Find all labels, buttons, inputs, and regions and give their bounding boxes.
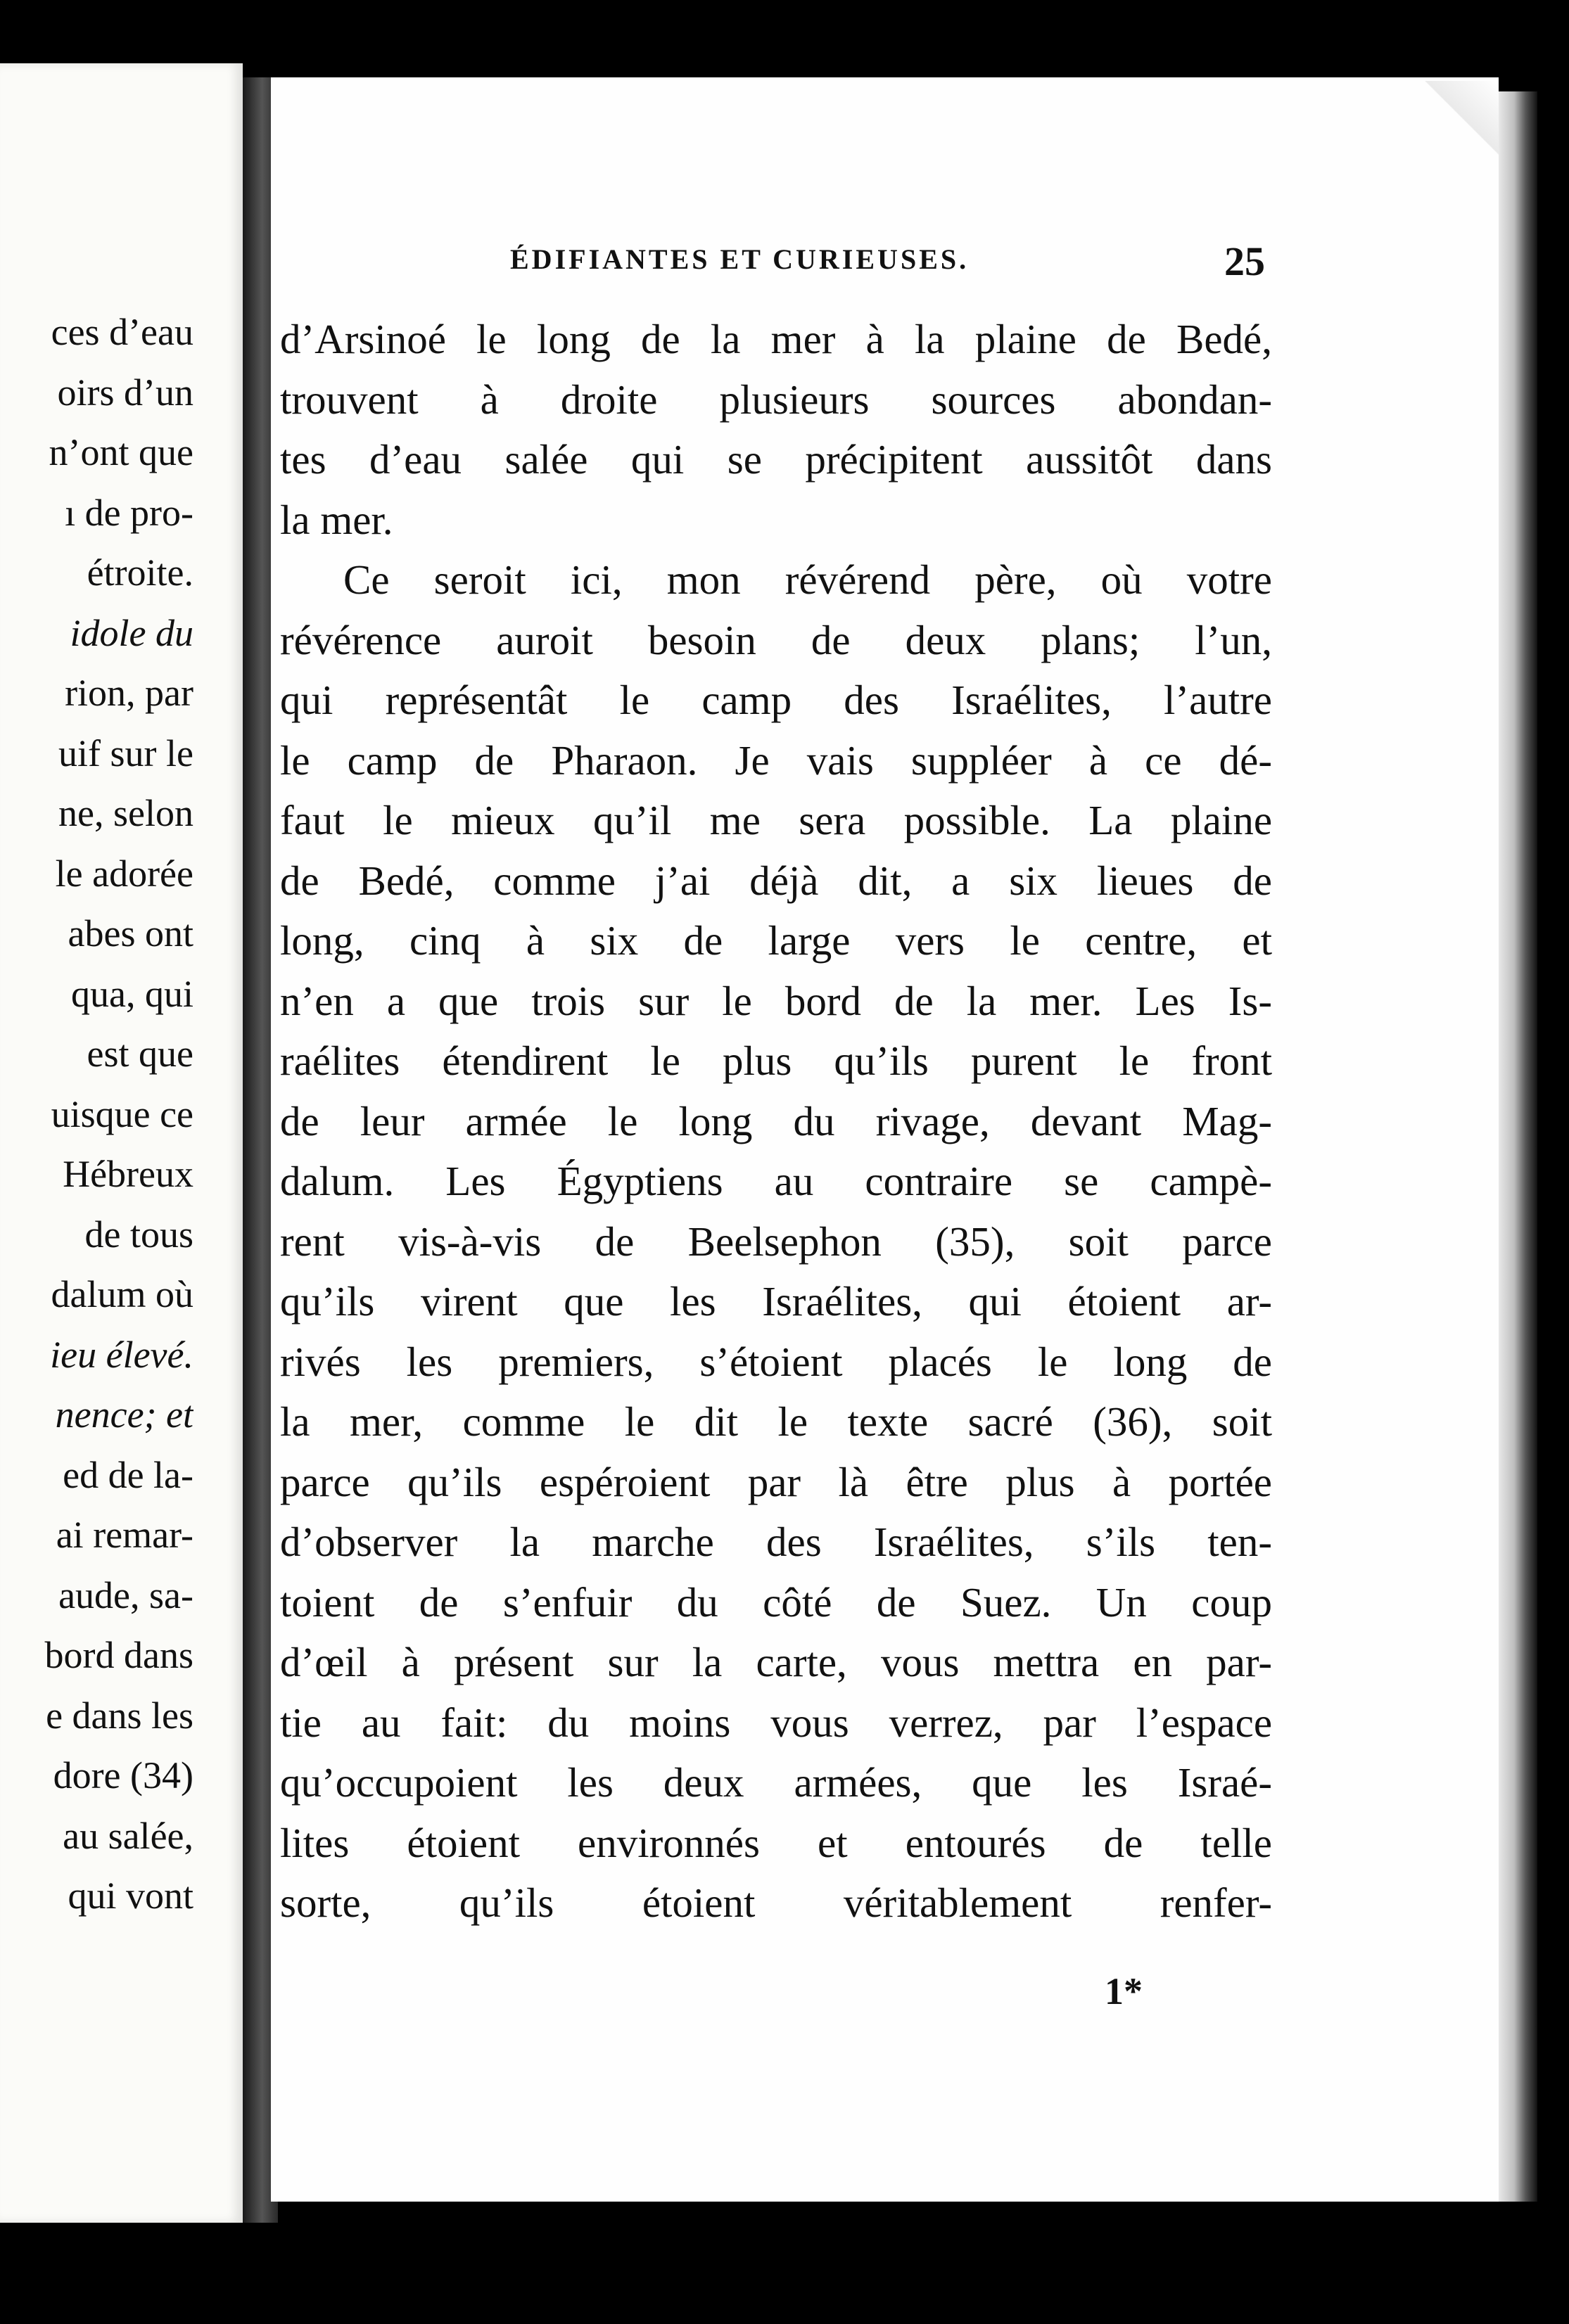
text-line: faut le mieux qu’il me sera possible. La plaine: [280, 797, 1272, 843]
left-line: au salée,: [63, 1814, 193, 1857]
text-line: tes d’eau salée qui se précipitent aussitôt dans: [280, 436, 1272, 483]
text-line: sorte, qu’ils étoient véritablement renfer-: [280, 1879, 1272, 1926]
text-line: le camp de Pharaon. Je vais suppléer à ce dé-: [280, 736, 1272, 784]
text-line: dalum. Les Égyptiens au contraire se campè-: [280, 1158, 1272, 1204]
left-line: ı de pro-: [65, 491, 193, 534]
left-page: [0, 63, 243, 2223]
text-line: qu’ils virent que les Israélites, qui étoient ar-: [280, 1278, 1272, 1324]
page-edge-shadow: [1499, 91, 1537, 2202]
text-line: parce qu’ils espéroient par là être plus à portée: [280, 1458, 1272, 1505]
left-line: rion, par: [65, 672, 193, 714]
left-line: aude, sa-: [58, 1573, 193, 1616]
left-line: ces d’eau: [51, 311, 193, 353]
left-line: de tous: [84, 1213, 193, 1256]
text-line: la mer.: [280, 496, 393, 543]
page-number: 25: [1224, 238, 1265, 284]
text-line: de Bedé, comme j’ai déjà dit, a six lieues de: [280, 857, 1272, 904]
left-line: bord dans: [44, 1634, 193, 1676]
text-line: tie au fait: du moins vous verrez, par l’espace: [280, 1699, 1272, 1746]
text-line: d’Arsinoé le long de la mer à la plaine de Bedé,: [280, 316, 1272, 362]
text-line: raélites étendirent le plus qu’ils purent le front: [280, 1038, 1272, 1084]
text-line: d’observer la marche des Israélites, s’ils ten-: [280, 1519, 1272, 1565]
text-line: d’œil à présent sur la carte, vous mettra en par-: [280, 1639, 1272, 1685]
left-line: est que: [87, 1033, 193, 1075]
text-line: Ce seroit ici, mon révérend père, où votre: [343, 556, 1272, 603]
text-line: qu’occupoient les deux armées, que les Israé-: [280, 1759, 1272, 1806]
left-page-text: [0, 302, 193, 1927]
text-line: la mer, comme le dit le texte sacré (36), soit: [280, 1398, 1272, 1445]
left-line: dore (34): [53, 1754, 193, 1796]
text-line: long, cinq à six de large vers le centre, et: [280, 917, 1272, 964]
text-line: de leur armée le long du rivage, devant Mag-: [280, 1097, 1272, 1144]
text-line: rivés les premiers, s’étoient placés le long de: [280, 1338, 1272, 1385]
text-line: qui représentât le camp des Israélites, l’autre: [280, 677, 1272, 723]
left-line: nence; et: [55, 1393, 193, 1436]
left-line: étroite.: [87, 551, 193, 594]
left-line: ieu élevé.: [50, 1333, 193, 1376]
left-line: dalum où: [51, 1273, 193, 1315]
left-line: qui vont: [68, 1875, 193, 1917]
left-line: uisque ce: [51, 1092, 193, 1135]
left-line: idole du: [70, 611, 193, 654]
left-line: le adorée: [55, 852, 193, 895]
left-line: e dans les: [46, 1694, 193, 1737]
text-line: toient de s’enfuir du côté de Suez. Un coup: [280, 1578, 1272, 1626]
left-line: Hébreux: [63, 1153, 193, 1195]
text-line: révérence auroit besoin de deux plans; l’un,: [280, 616, 1272, 663]
left-line: n’ont que: [49, 431, 193, 473]
left-line: abes ont: [68, 912, 193, 954]
text-line: n’en a que trois sur le bord de la mer. Les Is-: [280, 977, 1272, 1024]
body-text: [280, 309, 1272, 1934]
running-head: ÉDIFIANTES ET CURIEUSES.: [510, 243, 970, 275]
left-line: oirs d’un: [57, 371, 193, 414]
left-line: uif sur le: [58, 732, 193, 774]
text-line: lites étoient environnés et entourés de telle: [280, 1819, 1272, 1866]
signature-mark: 1*: [1105, 1970, 1143, 2012]
page-corner-fold: [1414, 81, 1499, 158]
text-line: trouvent à droite plusieurs sources abondan-: [280, 376, 1272, 423]
left-line: ne, selon: [58, 792, 193, 834]
text-line: rent vis-à-vis de Beelsephon (35), soit parce: [280, 1218, 1272, 1265]
left-line: ed de la-: [63, 1453, 193, 1496]
left-line: ai remar-: [56, 1514, 193, 1556]
left-line: qua, qui: [71, 972, 193, 1015]
